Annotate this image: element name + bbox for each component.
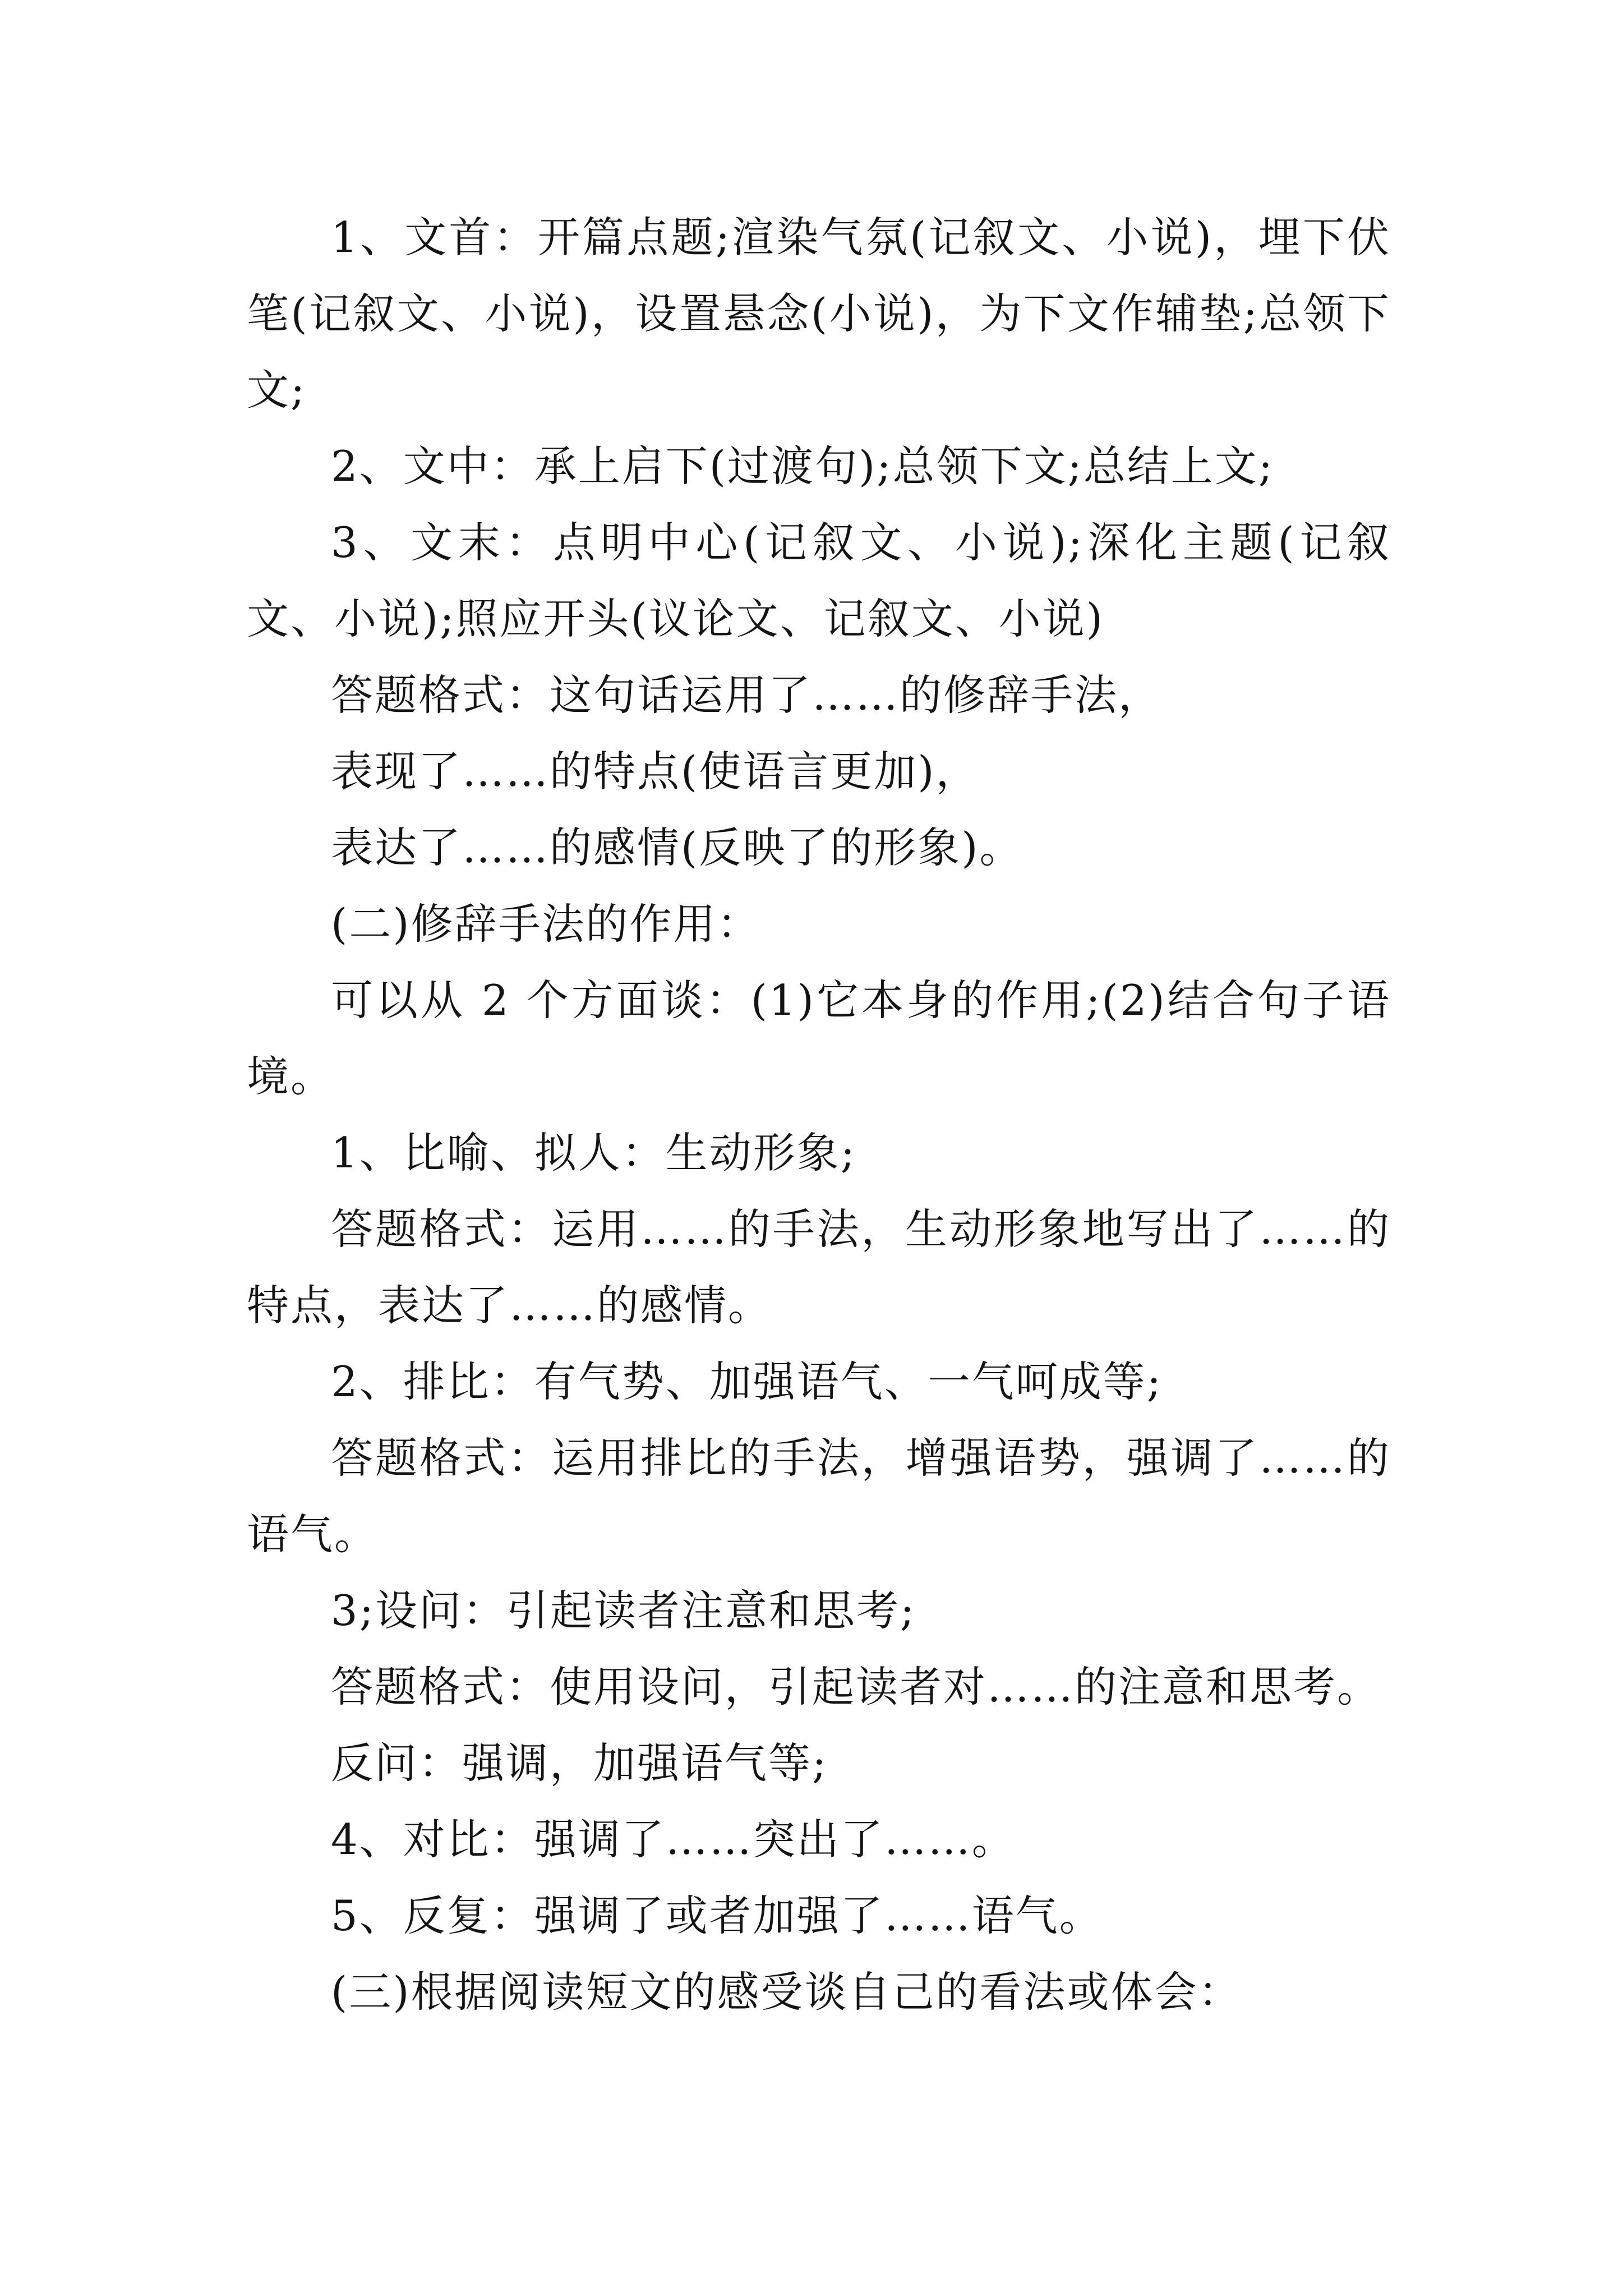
paragraph-answer-format-question: 答题格式：使用设问，引起读者对……的注意和思考。 [331, 1662, 1381, 1711]
paragraph-contrast: 4、对比：强调了……突出了……。 [331, 1815, 1016, 1864]
paragraph-ending-function: 3、文末：点明中心(记叙文、小说);深化主题(记叙文、小说);照应开头(议论文、记叙文、小说) [247, 518, 1391, 643]
paragraph-metaphor-personification: 1、比喻、拟人：生动形象; [331, 1128, 856, 1177]
paragraph-expresses-feeling: 表达了……的感情(反映了的形象)。 [331, 823, 1023, 872]
paragraph-opening-function: 1、文首：开篇点题;渲染气氛(记叙文、小说)，埋下伏笔(记叙文、小说)，设置悬念(小说)，为下文作辅垫;总领下文; [247, 213, 1391, 415]
paragraph-rhetorical-question: 3;设问：引起读者注意和思考; [331, 1586, 916, 1635]
section-heading-rhetoric-effect: (二)修辞手法的作用： [331, 899, 761, 949]
paragraph-two-aspects: 可以从 2 个方面谈：(1)它本身的作用;(2)结合句子语境。 [247, 976, 1391, 1101]
paragraph-answer-format-parallelism: 答题格式：运用排比的手法，增强语势，强调了……的语气。 [247, 1433, 1391, 1559]
document-body [247, 199, 1391, 2030]
section-heading-reading-response: (三)根据阅读短文的感受谈自己的看法或体会： [331, 1967, 1242, 2017]
paragraph-middle-function: 2、文中：承上启下(过渡句);总领下文;总结上文; [331, 441, 1275, 491]
paragraph-answer-format-metaphor: 答题格式：运用……的手法，生动形象地写出了……的特点，表达了……的感情。 [247, 1204, 1391, 1330]
paragraph-answer-format-rhetoric: 答题格式：这句话运用了……的修辞手法， [331, 670, 1163, 720]
paragraph-repetition: 5、反复：强调了或者加强了……语气。 [331, 1891, 1103, 1940]
paragraph-parallelism: 2、排比：有气势、加强语气、一气呵成等; [331, 1357, 1163, 1406]
paragraph-shows-feature: 表现了……的特点(使语言更加)， [331, 747, 980, 796]
paragraph-counter-question: 反问：强调，加强语气等; [331, 1738, 828, 1788]
